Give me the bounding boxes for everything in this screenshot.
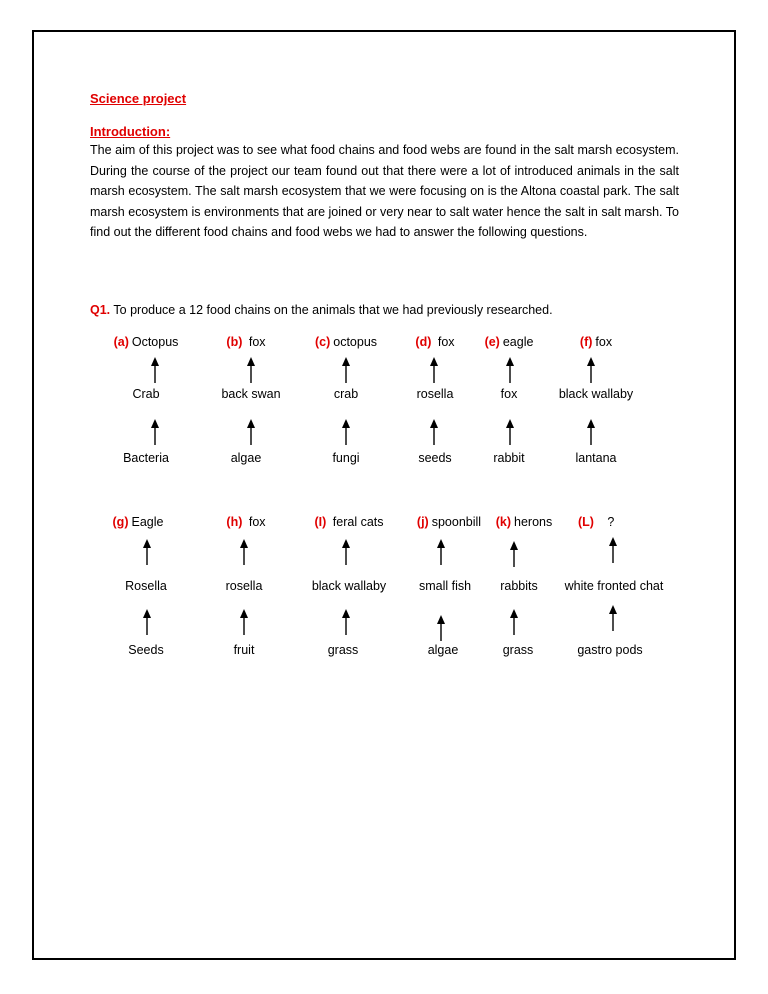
chain-top-organism: spoonbill	[431, 515, 482, 529]
arrow-up-icon	[429, 357, 439, 383]
chain-top	[194, 515, 298, 531]
chain-label: (k)	[495, 515, 512, 529]
chain-middle-organism: rosella	[416, 387, 454, 401]
chain-bottom-organism: rabbit	[493, 451, 525, 465]
chain-bottom-organism: fungi	[332, 451, 360, 465]
chain-top	[578, 515, 682, 531]
question-label: Q1.	[90, 303, 111, 317]
arrow-up-icon	[509, 541, 519, 567]
chain-middle-organism: small fish	[418, 579, 472, 593]
arrow-up-icon	[505, 357, 515, 383]
arrow-up-icon	[586, 357, 596, 383]
chain-top-organism: feral cats	[332, 515, 384, 529]
arrow-up-icon	[509, 609, 519, 635]
arrow-up-icon	[429, 419, 439, 445]
chain-top-organism: Octopus	[131, 335, 179, 349]
chain-label: (e)	[484, 335, 500, 349]
intro-paragraph: The aim of this project was to see what food chains and food webs are found in the salt marsh ecosystem. During the course of the project our team found out that there were a lot of introduced animals in the salt marsh ecosystem. The salt marsh ecosystem that we were focusing on is the Altona coastal park. The salt marsh ecosystem is environments that are joined or very near to salt water hence the salt in salt marsh. To find out the different food chains and food webs we had to answer the following questions.	[90, 143, 679, 239]
chain-label: (a)	[113, 335, 129, 349]
arrow-up-icon	[246, 357, 256, 383]
chain-bottom-organism: Seeds	[128, 643, 164, 657]
chain-middle-organism: black wallaby	[311, 579, 387, 593]
arrow-up-icon	[341, 609, 351, 635]
chain-label: (I)	[314, 515, 327, 529]
arrow-up-icon	[239, 539, 249, 565]
chain-bottom-organism: algae	[427, 643, 459, 657]
arrow-up-icon	[150, 419, 160, 445]
chain-top-organism: fox	[248, 515, 266, 529]
arrow-up-icon	[142, 539, 152, 565]
chain-bottom-organism: gastro pods	[577, 643, 643, 657]
chain-top	[297, 515, 401, 531]
chain-middle-organism: Crab	[132, 387, 160, 401]
chain-middle-organism: crab	[333, 387, 359, 401]
arrow-up-icon	[142, 609, 152, 635]
chain-bottom-organism: lantana	[575, 451, 617, 465]
chain-top	[472, 515, 576, 531]
chain-middle-organism: rabbits	[500, 579, 538, 593]
arrow-up-icon	[150, 357, 160, 383]
arrow-up-icon	[341, 539, 351, 565]
chain-top-organism: fox	[248, 335, 266, 349]
chain-middle-organism: back swan	[221, 387, 281, 401]
chain-top-organism: herons	[514, 515, 553, 529]
question-q1	[90, 303, 553, 317]
chain-middle-organism: black wallaby	[558, 387, 634, 401]
arrow-up-icon	[608, 605, 618, 631]
chain-top-organism: eagle	[502, 335, 534, 349]
chain-bottom-organism: algae	[230, 451, 262, 465]
chain-top-organism: ?	[607, 515, 615, 529]
chain-middle-organism: fox	[500, 387, 518, 401]
chain-middle-organism: white fronted chat	[564, 579, 664, 593]
chain-label: (L)	[578, 515, 594, 529]
chain-top-organism: fox	[595, 335, 613, 349]
chain-top-organism: octopus	[333, 335, 378, 349]
arrow-up-icon	[505, 419, 515, 445]
chain-top	[86, 515, 190, 531]
arrow-up-icon	[341, 419, 351, 445]
chain-label: (c)	[314, 335, 331, 349]
chain-label: (f)	[579, 335, 593, 349]
chain-middle-organism: rosella	[225, 579, 263, 593]
chain-middle-organism: Rosella	[125, 579, 167, 593]
chain-bottom-organism: Bacteria	[123, 451, 169, 465]
chain-top	[544, 335, 648, 351]
arrow-up-icon	[341, 357, 351, 383]
arrow-up-icon	[586, 419, 596, 445]
chain-label: (j)	[416, 515, 429, 529]
chain-bottom-organism: grass	[502, 643, 534, 657]
chain-top-organism: Eagle	[131, 515, 164, 529]
chain-bottom-organism: seeds	[418, 451, 452, 465]
question-text: To produce a 12 food chains on the animals that we had previously researched.	[110, 303, 553, 317]
intro-heading: Introduction:	[90, 124, 171, 139]
arrow-up-icon	[436, 615, 446, 641]
arrow-up-icon	[608, 537, 618, 563]
chain-label: (d)	[415, 335, 432, 349]
chain-bottom-organism: grass	[327, 643, 359, 657]
arrow-up-icon	[436, 539, 446, 565]
chain-top-organism: fox	[437, 335, 455, 349]
chain-label: (g)	[112, 515, 129, 529]
page-title: Science project	[90, 91, 187, 106]
chain-label: (b)	[226, 335, 243, 349]
chain-label: (h)	[226, 515, 243, 529]
chain-bottom-organism: fruit	[233, 643, 255, 657]
chain-top	[94, 335, 198, 351]
chain-top	[194, 335, 298, 351]
arrow-up-icon	[246, 419, 256, 445]
arrow-up-icon	[239, 609, 249, 635]
